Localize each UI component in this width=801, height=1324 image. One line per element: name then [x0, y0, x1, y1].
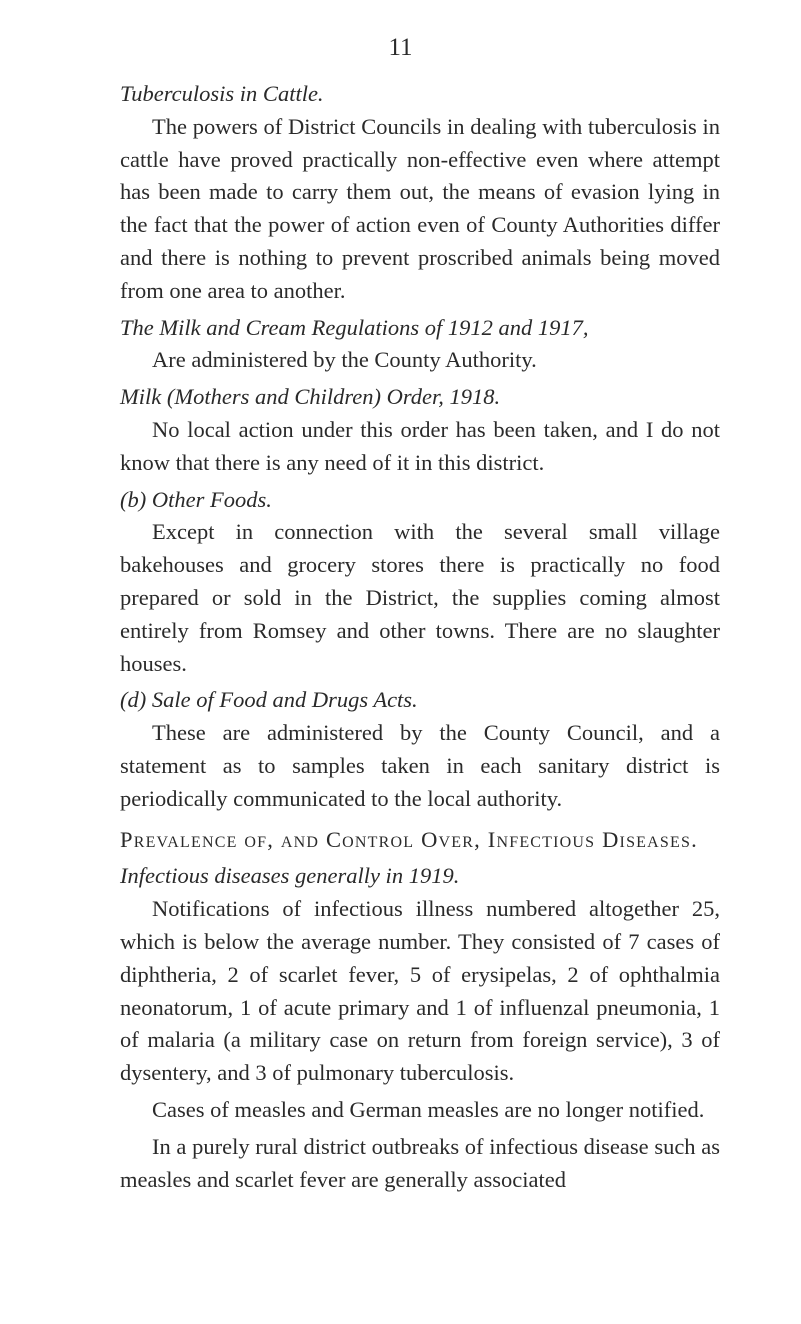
section-prevalence [120, 824, 720, 857]
section-heading: (d) Sale of Food and Drugs Acts. [120, 687, 418, 713]
section-paragraph: Except in connection with the several small village bakehouses and grocery stores there is practically no food prepared or sold in the District, the supplies coming almost entirely from Romsey and other towns. There are no slaughter houses. [120, 519, 720, 676]
section-mothers-children [120, 381, 720, 479]
section-heading: Milk (Mothers and Children) Order, 1918. [120, 384, 501, 410]
section-sale-food-drugs [120, 684, 720, 815]
section-paragraph: In a purely rural district outbreaks of infectious disease such as measles and scarlet fever are generally associated [120, 1133, 720, 1192]
section-heading: The Milk and Cream Regulations of 1912 and 1917, [120, 314, 589, 340]
section-paragraph: Notifications of infectious illness numbered altogether 25, which is below the average number. They consisted of 7 cases of diphtheria, 2 of scarlet fever, 5 of erysipelas, 2 of ophthalmia neonatorum, 1 of acute primary and 1 of influenzal pneumonia, 1 of malaria (a military case on return from foreign service), 3 of dysentery, and 3 of pulmonary tuberculosis. [120, 896, 720, 1086]
section-heading: Prevalence of, and Control Over, Infectious Diseases. [120, 826, 698, 852]
section-infectious-1919 [120, 860, 720, 1196]
section-heading: Tuberculosis in Cattle. [120, 81, 324, 106]
section-paragraph: No local action under this order has been taken, and I do not know that there is any need of it in this district. [120, 416, 720, 475]
section-paragraph: Cases of measles and German measles are no longer notified. [152, 1096, 705, 1122]
section-heading: Infectious diseases generally in 1919. [120, 863, 460, 889]
section-paragraph: The powers of District Councils in dealing with tuberculosis in cattle have proved practically non-effective even where attempt has been made to carry them out, the means of evasion lying in the fact that the power of action even of County Authorities differ and there is nothing to prevent proscribed animals being moved from one area to another. [120, 113, 720, 303]
page-content [120, 78, 720, 1200]
section-other-foods [120, 484, 720, 681]
section-paragraph: These are administered by the County Council, and a statement as to samples taken in each sanitary district is periodically communicated to the local authority. [120, 720, 720, 811]
section-milk-cream [120, 312, 720, 378]
section-tuberculosis [120, 78, 720, 308]
section-paragraph: Are administered by the County Authority. [152, 347, 537, 373]
section-heading: (b) Other Foods. [120, 486, 272, 512]
page-number: 11 [388, 34, 413, 61]
